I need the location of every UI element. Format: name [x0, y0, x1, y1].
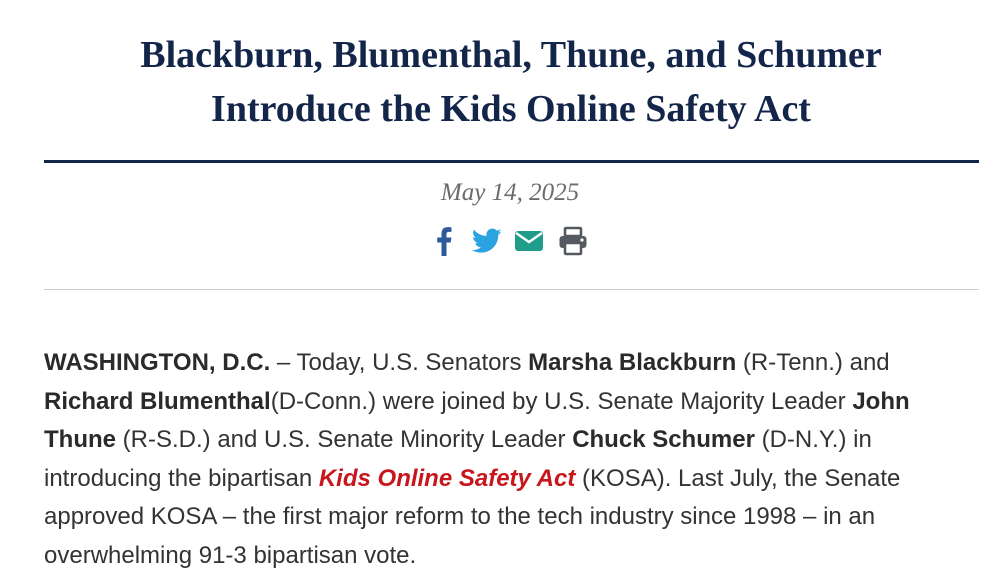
article-title-line-1: Blackburn, Blumenthal, Thune, and Schumer [140, 34, 882, 76]
article-body-paragraph [44, 344, 974, 575]
body-text-segment: (KOSA). Last July, the Senate approved KOSA – the first major reform to the tech industry since 1998 – in an overwhelming 91-3 bipartisan vote. [44, 464, 901, 569]
leader-name: John Thune [44, 387, 910, 453]
body-text-segment: (R-Tenn.) and [736, 349, 890, 376]
senator-name: Marsha Blackburn [528, 349, 737, 376]
publish-date: May 14, 2025 [440, 179, 580, 206]
body-text-segment: – Today, U.S. Senators [270, 349, 529, 376]
facebook-icon[interactable] [436, 226, 452, 256]
twitter-icon[interactable] [472, 228, 502, 254]
share-bar [436, 225, 588, 257]
article-title [44, 28, 978, 136]
leader-name: Chuck Schumer [572, 426, 755, 453]
body-text-segment: (D-Conn.) were joined by U.S. Senate Majority Leader [270, 387, 853, 415]
kosa-link[interactable]: Kids Online Safety Act [318, 464, 576, 492]
dateline: WASHINGTON, D.C. [44, 349, 271, 376]
content-divider [44, 289, 979, 290]
article-title-line-2: Introduce the Kids Online Safety Act [211, 88, 811, 130]
print-icon[interactable] [558, 226, 588, 256]
senator-name: Richard Blumenthal [44, 387, 271, 415]
email-icon[interactable] [514, 229, 544, 253]
body-text-segment: (R-S.D.) and U.S. Senate Minority Leader [116, 426, 573, 453]
title-divider [44, 160, 979, 163]
body-text-segment: (D-N.Y.) in introducing the bipartisan [44, 426, 872, 492]
